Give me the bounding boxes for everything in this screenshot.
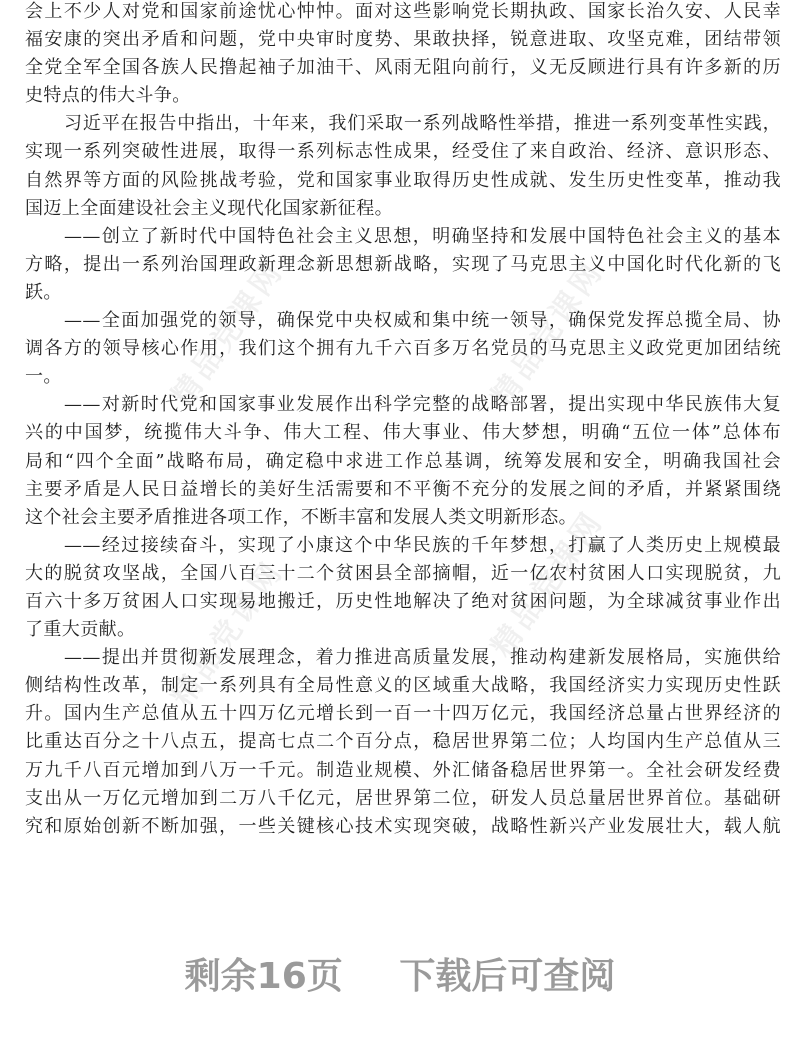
text-line: ——提出并贯彻新发展理念，着力推进高质量发展，推动构建新发展格局，实施供给 xyxy=(64,647,781,669)
text-line: 自然界等方面的风险挑战考验，党和国家事业取得历史性成就、发生历史性变革，推动我 xyxy=(25,169,781,191)
text-line: ——创立了新时代中国特色社会主义思想，明确坚持和发展中国特色社会主义的基本 xyxy=(64,225,781,247)
text-line: 史特点的伟大斗争。 xyxy=(25,85,191,107)
paragraph xyxy=(25,0,781,110)
text-line: 这个社会主要矛盾推进各项工作，不断丰富和发展人类文明新形态。 xyxy=(25,506,577,528)
text-line: 升。国内生产总值从五十四万亿元增长到一百一十四万亿元，我国经济总量占世界经济的 xyxy=(25,703,781,725)
text-line: ——经过接续奋斗，实现了小康这个中华民族的千年梦想，打赢了人类历史上规模最 xyxy=(64,534,781,556)
text-line: 了重大贡献。 xyxy=(25,619,136,641)
text-line: 支出从一万亿元增加到二万八千亿元，居世界第二位，研发人员总量居世界首位。基础研 xyxy=(25,787,781,809)
download-to-view-label[interactable]: 下载后可查阅 xyxy=(399,956,616,997)
text-line: 会上不少人对党和国家前途忧心忡忡。面对这些影响党长期执政、国家长治久安、人民幸 xyxy=(25,1,781,22)
text-line: 侧结构性改革，制定一系列具有全局性意义的区域重大战略，我国经济实力实现历史性跃 xyxy=(25,675,781,697)
text-line: 福安康的突出矛盾和问题，党中央审时度势、果敢抉择，锐意进取、攻坚克难，团结带领 xyxy=(25,29,781,51)
text-line: ——全面加强党的领导，确保党中央权威和集中统一领导，确保党发挥总揽全局、协 xyxy=(64,310,781,332)
watermark: 精品党课网 xyxy=(484,504,611,664)
paragraph xyxy=(25,391,781,531)
text-line: 调各方的领导核心作用，我们这个拥有九千六百多万名党员的马克思主义政党更加团结统 xyxy=(25,338,781,360)
text-line: 习近平在报告中指出，十年来，我们采取一系列战略性举措，推进一系列变革性实践， xyxy=(64,113,781,135)
remaining-pages-label: 剩余16页 xyxy=(184,956,343,997)
text-line: 大的脱贫攻坚战，全国八百三十二个贫困县全部摘帽，近一亿农村贫困人口实现脱贫，九 xyxy=(25,562,781,584)
text-line: 方略，提出一系列治国理政新理念新思想新战略，实现了马克思主义中国化时代化新的飞 xyxy=(25,253,781,275)
download-prompt[interactable] xyxy=(0,948,800,999)
document-body xyxy=(25,0,781,841)
paragraph xyxy=(25,644,781,841)
text-line: 主要矛盾是人民日益增长的美好生活需要和不平衡不充分的发展之间的矛盾，并紧紧围绕 xyxy=(25,478,781,500)
text-line: 兴的中国梦，统揽伟大斗争、伟大工程、伟大事业、伟大梦想，明确“五位一体”总体布 xyxy=(25,422,781,444)
watermark: 精品党课网 xyxy=(484,254,611,414)
text-line: ——对新时代党和国家事业发展作出科学完整的战略部署，提出实现中华民族伟大复 xyxy=(64,394,781,416)
paragraph xyxy=(25,110,781,222)
paragraph xyxy=(25,223,781,307)
paragraph xyxy=(25,307,781,391)
text-line: 全党全军全国各族人民撸起袖子加油干、风雨无阻向前行，义无反顾进行具有许多新的历 xyxy=(25,57,781,79)
text-line: 百六十多万贫困人口实现易地搬迁，历史性地解决了绝对贫困问题，为全球减贫事业作出 xyxy=(25,590,781,612)
watermark: 精品党课网 xyxy=(164,254,291,414)
watermark: 精品党课网 xyxy=(164,554,291,714)
text-line: 国迈上全面建设社会主义现代化国家新征程。 xyxy=(25,197,393,219)
text-line: 跃。 xyxy=(25,281,62,303)
text-line: 一。 xyxy=(25,366,62,388)
text-line: 究和原始创新不断加强，一些关键核心技术实现突破，战略性新兴产业发展壮大，载人航 xyxy=(25,815,781,837)
text-line: 局和“四个全面”战略布局，确定稳中求进工作总基调，统筹发展和安全，明确我国社会 xyxy=(25,450,781,472)
paragraph xyxy=(25,532,781,644)
text-line: 实现一系列突破性进展，取得一系列标志性成果，经受住了来自政治、经济、意识形态、 xyxy=(25,141,781,163)
text-line: 万九千八百元增加到八万一千元。制造业规模、外汇储备稳居世界第一。全社会研发经费 xyxy=(25,759,781,781)
text-line: 比重达百分之十八点五，提高七点二个百分点，稳居世界第二位；人均国内生产总值从三 xyxy=(25,731,781,753)
